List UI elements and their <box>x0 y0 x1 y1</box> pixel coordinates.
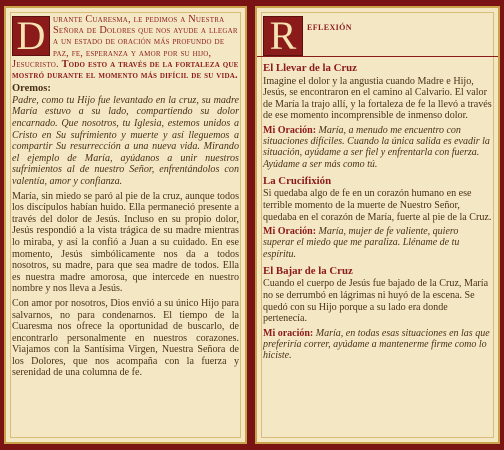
oracion-label: Mi Oración: <box>263 124 317 136</box>
section-body: Si quedaba algo de fe en un corazón humano en ese terrible momento de la muerte de Nuestro Señor, quedaba en el corazón de María, fuerte al pie de la Cruz. <box>263 188 492 223</box>
left-content <box>12 14 239 436</box>
oracion-text: María, a menudo me encuentro con situaciones difíciles. Cuando la única salida es evadir la situación, ayúdame a ser fiel y enfrentarla con fuerza. Ayúdame a ser más como tú. <box>263 124 490 170</box>
intro-tail: Todo esto a través de la fortaleza que mostró durante el momento más difícil de su vida. <box>12 58 239 82</box>
dropcap-r: R <box>263 16 303 56</box>
intro-main: urante Cuaresma, le pedimos a Nuestra Señora de Dolores que nos ayude a llegar a un estado de oración más profundo de paz, fe, esperanza y amor por su hijo, Jesucristo. <box>12 14 238 70</box>
oremos-label: Oremos: <box>12 83 51 95</box>
oracion-label: Mi oración: <box>263 327 314 339</box>
section-title: El Llevar de la Cruz <box>263 62 357 74</box>
oracion-label: Mi Oración: <box>263 226 317 238</box>
reflexion-heading: eflexión <box>307 21 352 33</box>
section-oracion <box>263 226 492 260</box>
section-title: El Bajar de la Cruz <box>263 264 353 277</box>
section-title: La Crucifixión <box>263 174 332 187</box>
paragraph-1: María, sin miedo se paró al pie de la cruz, aunque todos los discípulos habían huido. Ella permaneció presente a través del dolor de Jesús. Incluso en su propio dolor, Jesús respondió a la vista trágica de su madre mientras lo miraba, y así la confió a Juan a su cuidado. En ese momento, Jesús simbólicamente nos da a todos nosotros, su madre, para que sea madre de todos. Ella es nuestra madre amorosa, que intercede en nuestro nombre y nos lleva a Jesús. <box>12 190 239 295</box>
right-content <box>263 14 492 436</box>
right-panel <box>255 6 500 444</box>
section-body: Cuando el cuerpo de Jesús fue bajado de la Cruz, María no se derrumbó en lágrimas ni huyó de la escena. Se quedó con su Hijo porque a su lado era donde pertenecía. <box>263 278 489 325</box>
oremos-prayer: Padre, como tu Hijo fue levantado en la cruz, su madre María estuvo a su lado, compartiendo su dolor encarnado. Que nosotros, tu Iglesia, estemos unidos a Cristo en Su sufrimiento y muerte y así lleguemos a compartir Su resurrección a una nueva vida. Mirando el ejemplo de María, ayúdanos a unir nuestros sufrimientos al de nuestro Señor, enfrentándolos con valentía, amor y confianza. <box>12 94 239 187</box>
section-oracion <box>263 328 492 362</box>
left-panel <box>4 6 247 444</box>
section-bajar <box>263 266 492 362</box>
oracion-text: María, mujer de fe valiente, quiero superar el miedo que me paraliza. Lléname de tu espíritu. <box>263 226 460 260</box>
section-llevar <box>263 63 492 170</box>
oracion-text: María, en todas esas situaciones en las que preferiría correr, ayúdame a mantenerme firme como lo hiciste. <box>263 327 490 362</box>
section-oracion <box>263 125 492 170</box>
section-crucifixion <box>263 176 492 260</box>
section-body: Imagine el dolor y la angustia cuando Madre e Hijo, Jesús, se encontraron en el camino al Calvario. El valor de María la trajo allí, y la fortaleza de fe la llevó a través de ese momento incomprensible de inmenso dolor. <box>263 75 492 122</box>
paragraph-2: Con amor por nosotros, Dios envió a su único Hijo para salvarnos, no para condenarnos. El tiempo de la Cuaresma nos ofrece la oportunidad de buscarlo, de encontrarlo personalmente en nuestros corazones. Viajamos con la Santísima Virgen, Nuestra Señora de los Dolores, que nos acompaña con la fuerza y serenidad de una columna de fe. <box>12 297 239 379</box>
dropcap-d: D <box>12 16 50 56</box>
